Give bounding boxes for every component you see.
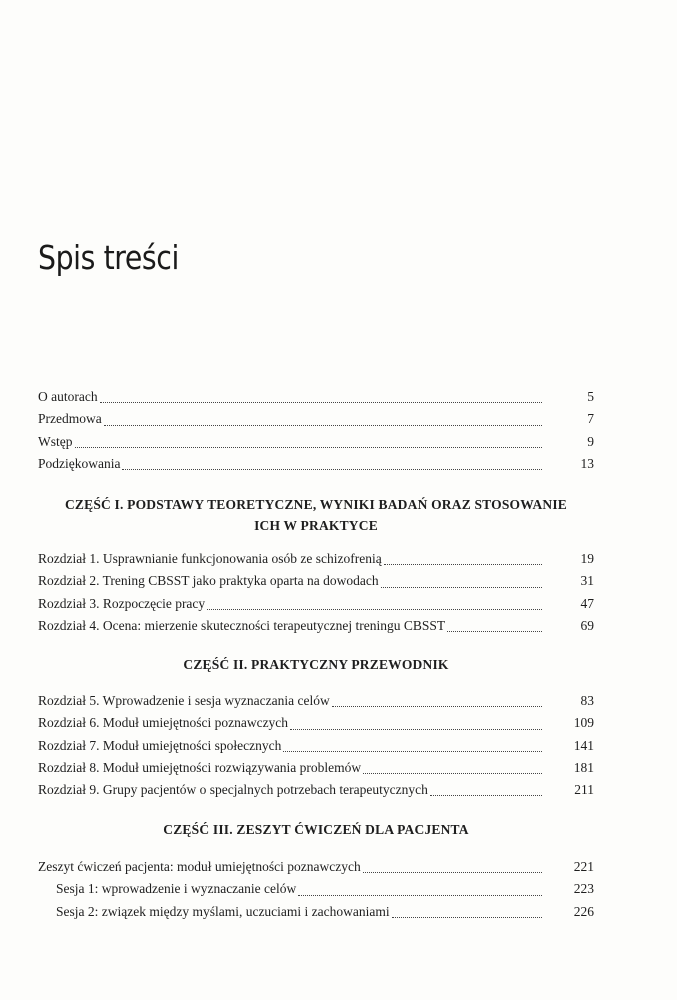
- toc-part2: [38, 690, 594, 801]
- toc-entry-page: 7: [587, 411, 594, 427]
- toc-entry[interactable]: [38, 856, 594, 878]
- toc-entry[interactable]: [38, 593, 594, 615]
- toc-entry-label: Rozdział 1. Usprawnianie funkcjonowania osób ze schizofrenią: [38, 551, 382, 566]
- toc-entry-page: 223: [573, 881, 594, 897]
- leader-dots: [104, 425, 542, 426]
- toc-entry[interactable]: [38, 690, 594, 712]
- toc-entry-page: 221: [573, 859, 594, 874]
- toc-entry[interactable]: [38, 408, 594, 430]
- leader-dots: [363, 773, 542, 774]
- toc-entry[interactable]: [38, 878, 594, 900]
- leader-dots: [363, 872, 542, 873]
- leader-dots: [392, 917, 542, 918]
- toc-entry[interactable]: [38, 712, 594, 734]
- toc-entry-label: Podziękowania: [38, 455, 121, 471]
- toc-entry-label: Przedmowa: [38, 411, 102, 427]
- toc-entry-label: Rozdział 7. Moduł umiejętności społecznych: [38, 737, 282, 753]
- toc-entry[interactable]: [38, 431, 594, 453]
- part1-heading-line1: CZĘŚĆ I. PODSTAWY TEORETYCZNE, WYNIKI BADAŃ ORAZ STOSOWANIE: [64, 497, 568, 512]
- toc-entry-page: 226: [573, 903, 594, 919]
- leader-dots: [283, 751, 542, 752]
- toc-entry-label: Wstęp: [38, 433, 73, 449]
- toc-entry-label: Rozdział 8. Moduł umiejętności rozwiązywania problemów: [38, 759, 362, 775]
- toc-part1: [38, 548, 594, 637]
- leader-dots: [332, 706, 542, 707]
- toc-entry-label: Zeszyt ćwiczeń pacjenta: moduł umiejętności poznawczych: [38, 859, 361, 874]
- toc-entry-page: 19: [580, 551, 594, 566]
- leader-dots: [100, 402, 542, 403]
- leader-dots: [430, 795, 542, 796]
- part1-heading-line2: ICH W PRAKTYCE: [254, 518, 378, 533]
- toc-entry-page: 31: [580, 573, 594, 589]
- toc-entry-label: Rozdział 9. Grupy pacjentów o specjalnych potrzebach terapeutycznych: [38, 782, 428, 798]
- part1-heading: [38, 494, 594, 536]
- toc-front-matter: [38, 386, 594, 475]
- toc-entry[interactable]: [38, 757, 594, 779]
- toc-entry-page: 13: [580, 455, 594, 471]
- toc-entry-label: Sesja 2: związek między myślami, uczuciami i zachowaniami: [56, 903, 390, 919]
- toc-entry-label: Rozdział 2. Trening CBSST jako praktyka oparta na dowodach: [38, 573, 379, 589]
- leader-dots: [298, 895, 542, 896]
- toc-entry-label: Rozdział 5. Wprowadzenie i sesja wyznaczania celów: [38, 693, 330, 708]
- toc-entry-page: 5: [587, 389, 594, 404]
- toc-entry[interactable]: [38, 386, 594, 408]
- toc-entry-label: Sesja 1: wprowadzenie i wyznaczanie celów: [56, 881, 297, 897]
- toc-entry[interactable]: [38, 453, 594, 475]
- leader-dots: [447, 631, 542, 632]
- toc-entry[interactable]: [38, 735, 594, 757]
- leader-dots: [290, 729, 542, 730]
- toc-entry[interactable]: [38, 901, 594, 923]
- toc-entry-page: 211: [574, 782, 594, 798]
- part2-heading: CZĘŚĆ II. PRAKTYCZNY PRZEWODNIK: [183, 657, 449, 672]
- leader-dots: [122, 469, 542, 470]
- leader-dots: [75, 447, 543, 448]
- toc-entry-page: 47: [580, 595, 594, 611]
- toc-part3: [38, 856, 594, 923]
- toc-entry-label: Rozdział 3. Rozpoczęcie pracy: [38, 595, 206, 611]
- toc-entry[interactable]: [38, 548, 594, 570]
- toc-entry-label: Rozdział 6. Moduł umiejętności poznawczych: [38, 715, 289, 731]
- toc-entry-page: 141: [573, 737, 594, 753]
- toc-entry-page: 9: [587, 433, 594, 449]
- toc-entry[interactable]: [38, 615, 594, 637]
- leader-dots: [207, 609, 542, 610]
- toc-entry[interactable]: [38, 779, 594, 801]
- leader-dots: [381, 587, 542, 588]
- toc-entry-page: 181: [573, 759, 594, 775]
- toc-entry-page: 69: [580, 617, 594, 633]
- page-title: Spis treści: [38, 238, 179, 277]
- toc-entry-label: O autorach: [38, 389, 98, 404]
- leader-dots: [384, 564, 542, 565]
- toc-entry[interactable]: [38, 570, 594, 592]
- toc-entry-label: Rozdział 4. Ocena: mierzenie skuteczności terapeutycznej treningu CBSST: [38, 617, 446, 633]
- toc-entry-page: 83: [580, 693, 594, 708]
- part3-heading: CZĘŚĆ III. ZESZYT ĆWICZEŃ DLA PACJENTA: [163, 822, 469, 837]
- toc-entry-page: 109: [573, 715, 594, 731]
